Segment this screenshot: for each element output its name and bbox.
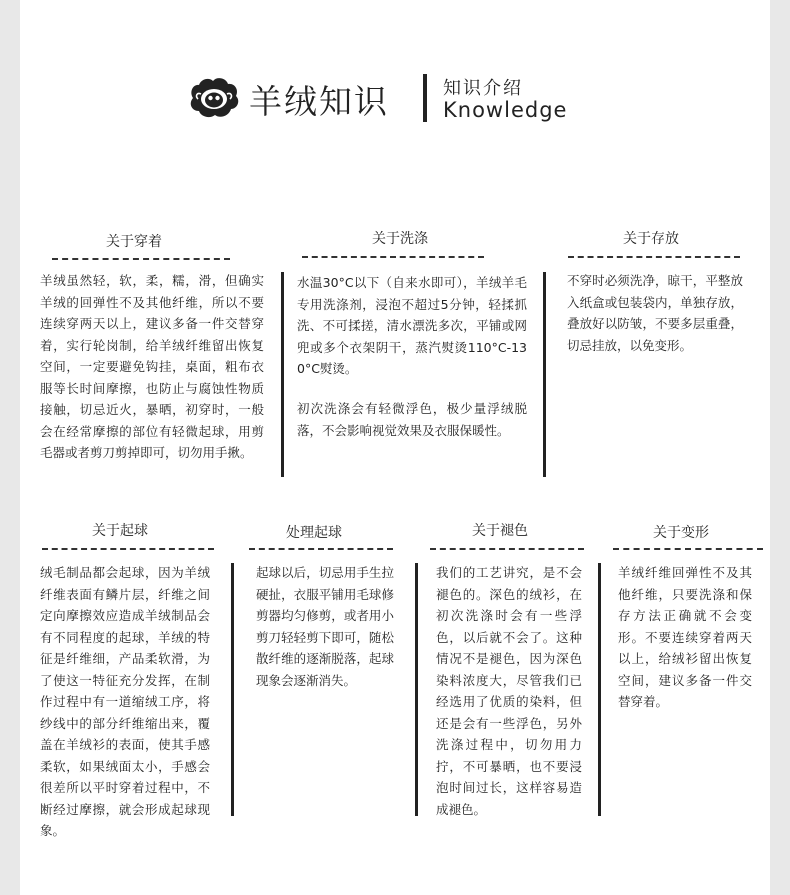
section-text: 水温30°C以下（自来水即可），羊绒羊毛专用洗涤剂，浸泡不超过5分钟，轻揉抓洗、不可揉搓，清水漂洗多次，平铺或网兜或多个衣架阴干，蒸汽熨烫110°C-130°C熨烫。 [297,275,527,376]
vertical-divider [598,563,601,816]
section-text: 羊绒虽然轻，软，柔，糯，滑，但确实羊绒的回弹性不及其他纤维，所以不要连续穿两天以上，建议多备一件交替穿着，实行轮岗制，给羊绒纤维留出恢复空间，一定要避免钩挂，桌面，粗布衣服等长时间摩擦，也防止与腐蚀性物质接触，切忌近火，暴晒，初穿时，一般会在经常摩擦的部位有轻微起球，用剪毛器或者剪刀剪掉即可，切勿用手揪。 [40,273,264,460]
vertical-divider [281,272,284,477]
dashed-divider [430,548,584,550]
section-title: 关于起球 [92,523,148,539]
vertical-divider [543,272,546,477]
section-title: 处理起球 [286,525,342,541]
page-title: 羊绒知识 [249,82,389,121]
section-text: 羊绒纤维回弹性不及其他纤维，只要洗涤和保存方法正确就不会变形。不要连续穿着两天以上，给绒衫留出恢复空间，建议多备一件交替穿着。 [618,565,752,709]
dashed-divider [613,548,763,550]
dashed-divider [52,258,230,260]
subtitle-cn: 知识介绍 [443,78,523,99]
page [20,0,770,895]
section-text: 不穿时必须洗净，晾干，平整放入纸盒或包装袋内，单独存放，叠放好以防皱，不要多层重叠，切忌挂放，以免变形。 [567,273,743,353]
dashed-divider [302,256,484,258]
sheep-head-icon [185,74,243,122]
dashed-divider [42,548,214,550]
section-title: 关于洗涤 [372,231,428,247]
vertical-divider [415,563,418,816]
section-title: 关于存放 [623,231,679,247]
section-title: 关于穿着 [106,234,162,250]
section-text: 绒毛制品都会起球，因为羊绒纤维表面有鳞片层，纤维之间定向摩擦效应造成羊绒制品会有不同程度的起球，羊绒的特征是纤维细，产品柔软滑，为了使这一特征充分发挥，在制作过程中有一道缩绒工序，将纱线中的部分纤维缩出来，覆盖在羊绒衫的表面，使其手感柔软，如果绒面太小，手感会很差所以平时穿着过程中，不断经过摩擦，就会形成起球现象。 [40,565,210,838]
dashed-divider [568,256,740,258]
section-text: 起球以后，切忌用手生拉硬扯，衣服平铺用毛球修剪器均匀修剪，或者用小剪刀轻轻剪下即可，随松散纤维的逐渐脱落，起球现象会逐渐消失。 [256,565,394,688]
vertical-divider [231,563,234,816]
title-divider [423,74,427,122]
section-text-2: 初次洗涤会有轻微浮色，极少量浮绒脱落，不会影响视觉效果及衣服保暖性。 [297,401,527,438]
section-text: 我们的工艺讲究，是不会褪色的。深色的绒衫，在初次洗涤时会有一些浮色，以后就不会了。这种情况不是褪色，因为深色染料浓度大，尽管我们已经选用了优质的染料，但还是会有一些浮色，另外洗涤过程中，切勿用力拧，不可暴晒，也不要浸泡时间过长，这样容易造成褪色。 [436,565,582,817]
subtitle-en: Knowledge [443,98,568,122]
dashed-divider [249,548,393,550]
section-title: 关于褪色 [472,523,528,539]
section-title: 关于变形 [653,525,709,541]
